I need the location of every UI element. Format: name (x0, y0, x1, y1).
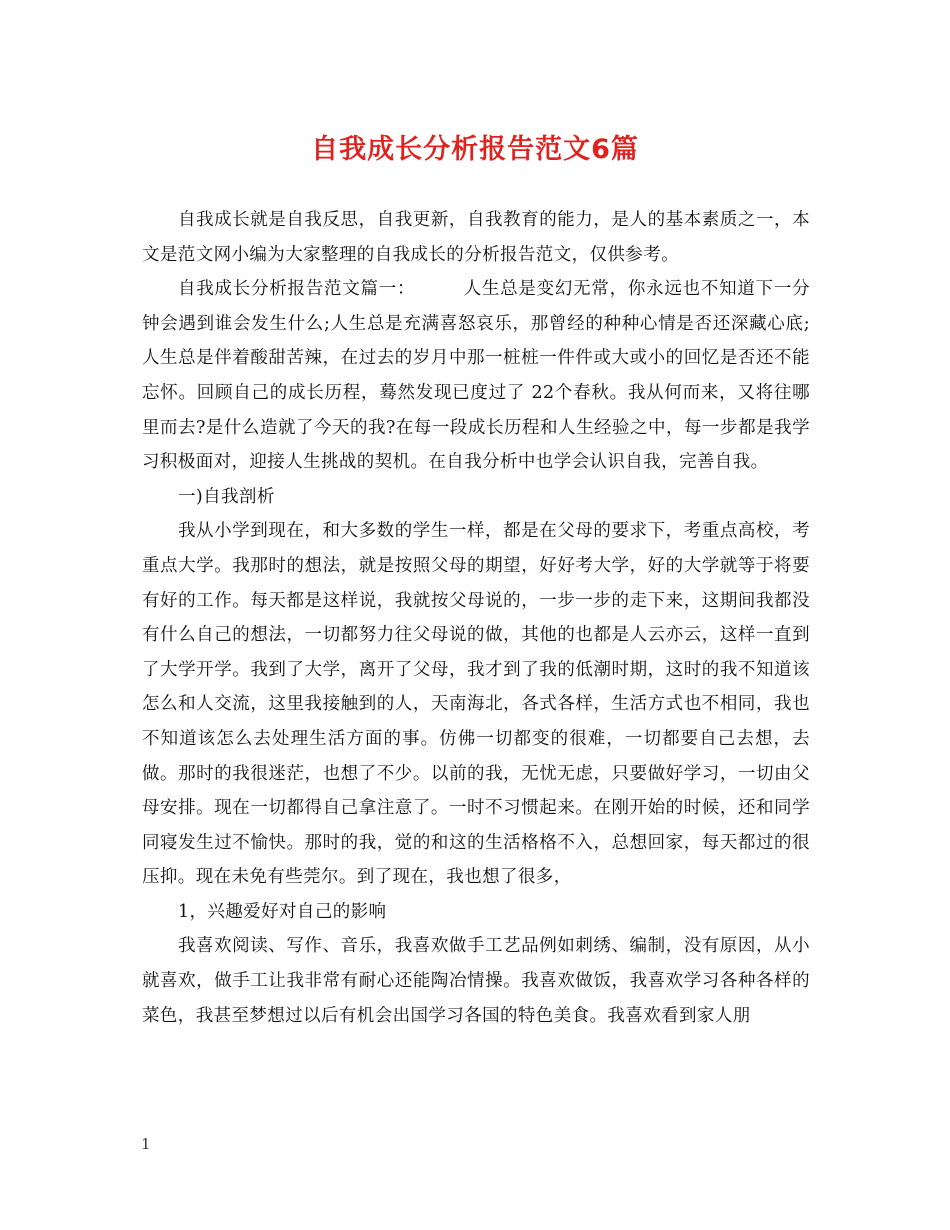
interests-paragraph: 我喜欢阅读、写作、音乐，我喜欢做手工艺品例如刺绣、编制，没有原因，从小就喜欢，做手工让我非常有耐心还能陶冶情操。我喜欢做饭，我喜欢学习各种各样的菜色，我甚至梦想过以后有机会出国学习各国的特色美食。我喜欢看到家人朋 (142, 936, 810, 1026)
intro-paragraph: 自我成长就是自我反思，自我更新，自我教育的能力，是人的基本素质之一，本文是范文网小编为大家整理的自我成长的分析报告范文，仅供参考。 (142, 210, 810, 265)
section1-paragraph (142, 272, 810, 480)
document-title: 自我成长分析报告范文6篇 (311, 134, 639, 165)
heading-interests: 1，兴趣爱好对自己的影响 (178, 901, 387, 922)
section1-label: 自我成长分析报告范文篇一： (178, 279, 416, 300)
self-analysis-paragraph: 我从小学到现在，和大多数的学生一样，都是在父母的要求下，考重点高校，考重点大学。我那时的想法，就是按照父母的期望，好好考大学，好的大学就等于将要有好的工作。每天都是这样说，我就按父母说的，一步一步的走下来，这期间我都没有什么自己的想法，一切都努力往父母说的做，其他的也都是人云亦云，这样一直到了大学开学。我到了大学，离开了父母，我才到了我的低潮时期，这时的我不知道该怎么和人交流，这里我接触到的人，天南海北，各式各样，生活方式也不相同，我也不知道该怎么去处理生活方面的事。仿佛一切都变的很难，一切都要自己去想，去做。那时的我很迷茫，也想了不少。以前的我，无忧无虑，只要做好学习，一切由父母安排。现在一切都得自己拿注意了。一时不习惯起来。在刚开始的时候，还和同学同寝发生过不愉快。那时的我，觉的和这的生活格格不入，总想回家，每天都过的很压抑。现在未免有些莞尔。到了现在，我也想了很多， (142, 521, 810, 888)
section1-text: 人生总是变幻无常，你永远也不知道下一分钟会遇到谁会发生什么;人生总是充满喜怒哀乐，那曾经的种种心情是否还深藏心底;人生总是伴着酸甜苦辣，在过去的岁月中那一桩桩一件件或大或小的回忆是否还不能忘怀。回顾自己的成长历程，蓦然发现已度过了 22个春秋。我从何而来，又将往哪里而去?是什么造就了今天的我?在每一段成长历程和人生经验之中，每一步都是我学习积极面对，迎接人生挑战的契机。在自我分析中也学会认识自我，完善自我。 (142, 279, 810, 473)
document-body (142, 203, 810, 1033)
heading-self-analysis: 一)自我剖析 (178, 486, 275, 507)
page-number: 1 (141, 1135, 151, 1153)
